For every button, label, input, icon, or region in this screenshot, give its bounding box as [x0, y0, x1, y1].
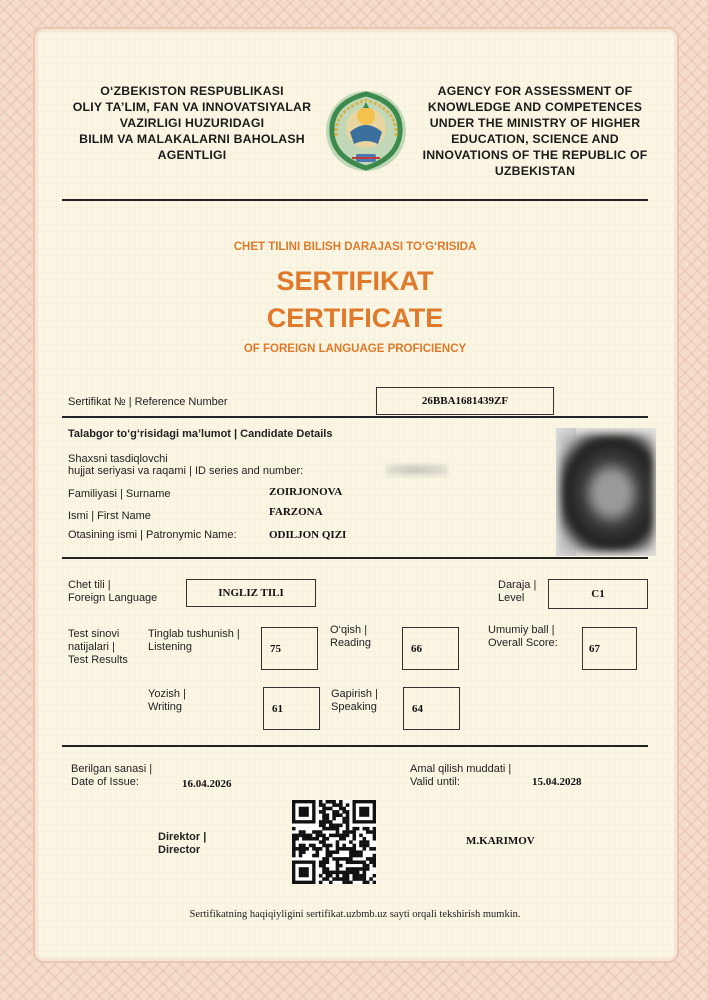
speaking-box [403, 687, 460, 730]
reading-label-line: O‘qish | [330, 624, 368, 636]
reading-label [330, 624, 371, 650]
issue-label-line: Berilgan sanasi | [71, 763, 153, 775]
overall-value: 67 [589, 643, 600, 655]
firstname-value: FARZONA [269, 506, 323, 518]
qr-code-icon[interactable] [292, 800, 376, 884]
level-box [548, 579, 648, 609]
reference-box [376, 387, 554, 415]
director-label [158, 831, 206, 857]
listening-label-line: Tinglab tushunish | [148, 628, 240, 640]
level-label-line: Level [498, 592, 525, 604]
speaking-label [331, 688, 378, 714]
speaking-label-line: Gapirish | [331, 688, 378, 700]
header-divider [62, 199, 648, 201]
director-name: M.KARIMOV [466, 835, 535, 847]
header-right-line: UZBEKISTAN [494, 164, 576, 178]
valid-label-line: Valid until: [410, 776, 460, 788]
speaking-label-line: Speaking [331, 701, 377, 713]
subtitle-en: OF FOREIGN LANGUAGE PROFICIENCY [243, 343, 467, 355]
candidate-divider [62, 557, 648, 559]
header-left-line: BILIM VA MALAKALARNI BAHOLASH [79, 132, 305, 146]
speaking-value: 64 [412, 703, 423, 715]
id-label-line2: hujjat seriyasi va raqami | ID series and number: [68, 465, 304, 477]
writing-label [148, 688, 186, 714]
id-label-line1: Shaxsni tasdiqlovchi [68, 453, 168, 465]
id-number-redacted [386, 464, 448, 476]
director-label-line: Director [158, 844, 201, 856]
test-label-line: Test Results [68, 654, 128, 666]
surname-label: Familiyasi | Surname [68, 488, 171, 500]
listening-label-line: Listening [148, 641, 193, 653]
surname-value: ZOIRJONOVA [269, 486, 343, 498]
valid-label-line: Amal qilish muddati | [410, 763, 512, 775]
title-sertifikat: SERTIFIKAT [276, 266, 434, 296]
header-right-line: EDUCATION, SCIENCE AND [451, 132, 619, 146]
reading-box [402, 627, 459, 670]
test-label-line: Test sinovi [68, 628, 120, 640]
candidate-photo-icon [556, 428, 656, 556]
overall-box [582, 627, 637, 670]
header-right-line: AGENCY FOR ASSESSMENT OF [437, 84, 633, 98]
reference-divider [62, 416, 648, 418]
writing-label-line: Yozish | [148, 688, 186, 700]
header-left-line: OLIY TA’LIM, FAN VA INNOVATSIYALAR [72, 100, 312, 114]
header-right-line: KNOWLEDGE AND COMPETENCES [427, 100, 643, 114]
issue-label-line: Date of Issue: [71, 776, 139, 788]
writing-value: 61 [272, 703, 283, 715]
patronymic-label: Otasining ismi | Patronymic Name: [68, 529, 237, 541]
patronymic-value: ODILJON QIZI [269, 529, 347, 541]
issue-date-label [71, 763, 152, 789]
level-value: C1 [591, 588, 605, 600]
verification-note: Sertifikatning haqiqiyligini sertifikat.uzbmb.uz sayti orqali tekshirish mumkin. [189, 909, 521, 920]
coat-of-arms-icon [322, 88, 410, 174]
subtitle-uz: CHET TILINI BILISH DARAJASI TO‘G‘RISIDA [233, 241, 477, 253]
listening-label [148, 628, 240, 654]
writing-label-line: Writing [148, 701, 183, 713]
valid-until-label [410, 763, 511, 789]
language-value: INGLIZ TILI [218, 587, 284, 599]
writing-box [263, 687, 320, 730]
header-left-line: VAZIRLIGI HUZURIDAGI [119, 116, 265, 130]
language-label-line: Foreign Language [68, 592, 158, 604]
level-label-line: Daraja | [498, 579, 537, 591]
header-right-line: UNDER THE MINISTRY OF HIGHER [429, 116, 641, 130]
reference-value: 26BBA1681439ZF [421, 395, 509, 407]
firstname-label: Ismi | First Name [68, 510, 151, 522]
reference-label: Sertifikat № | Reference Number [68, 396, 228, 408]
candidate-heading: Talabgor to‘g‘risidagi ma’lumot | Candidate Details [68, 428, 333, 440]
language-box [186, 579, 316, 607]
header-left-line: O‘ZBEKISTON RESPUBLIKASI [100, 84, 284, 98]
language-label-line: Chet tili | [68, 579, 111, 591]
language-label [68, 579, 157, 605]
listening-box [261, 627, 318, 670]
valid-until-value: 15.04.2028 [532, 776, 582, 788]
title-certificate: CERTIFICATE [266, 303, 444, 333]
director-label-line: Direktor | [158, 831, 207, 843]
reading-value: 66 [411, 643, 422, 655]
issue-date-value: 16.04.2026 [182, 778, 232, 790]
test-results-label [68, 628, 128, 667]
overall-label [488, 624, 558, 650]
results-divider [62, 745, 648, 747]
reading-label-line: Reading [330, 637, 371, 649]
level-label [498, 579, 536, 605]
overall-label-line: Umumiy ball | [488, 624, 555, 636]
header-left-uz [72, 83, 312, 163]
header-right-en [410, 83, 660, 179]
listening-value: 75 [270, 643, 281, 655]
test-label-line: natijalari | [68, 641, 115, 653]
header-left-line: AGENTLIGI [157, 148, 227, 162]
header-right-line: INNOVATIONS OF THE REPUBLIC OF [422, 148, 648, 162]
overall-label-line: Overall Score: [488, 637, 558, 649]
